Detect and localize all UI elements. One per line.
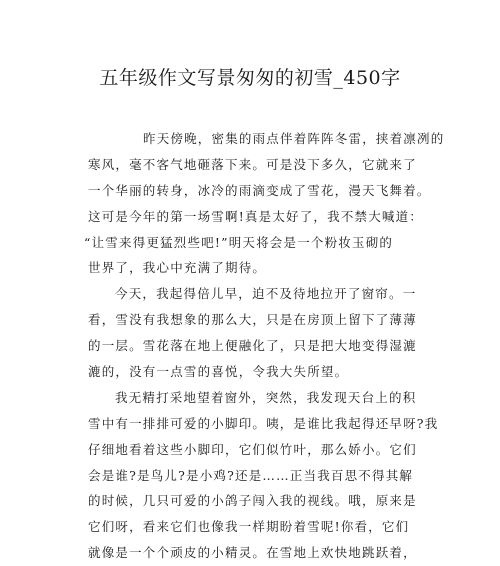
text-line: 昨天傍晚，密集的雨点伴着阵阵冬雷，挟着凛冽的 bbox=[143, 131, 445, 146]
text-line: 寒风，毫不客气地砸落下来。可是没下多久，它就来了 bbox=[88, 156, 417, 172]
text-line: 它们呀，看来它们也像我一样期盼着雪呢!你看，它们 bbox=[88, 519, 410, 535]
text-line: 的一层。雪花落在地上便融化了，只是把大地变得湿漉 bbox=[88, 338, 417, 354]
text-line: 仔细地看着这些小脚印，它们似竹叶，那么娇小。它们 bbox=[88, 441, 417, 457]
article-title: 五年级作文写景匆匆的初雪_450字 bbox=[99, 67, 401, 89]
text-line: 世界了，我心中充满了期待。 bbox=[88, 260, 267, 276]
article-body bbox=[0, 126, 500, 566]
text-line: “让雪来得更猛烈些吧!”明天将会是一个粉妆玉砌的 bbox=[84, 234, 394, 250]
text-line: 一个华丽的转身，冰冷的雨滴变成了雪花，漫天飞舞着。 bbox=[88, 182, 431, 198]
text-line: 雪中有一排排可爱的小脚印。咦，是谁比我起得还早呀?我 bbox=[88, 415, 439, 431]
text-line: 会是谁?是鸟儿?是小鸡?还是……正当我百思不得其解 bbox=[88, 467, 414, 483]
text-line: 漉的，没有一点雪的喜悦，令我大失所望。 bbox=[88, 364, 349, 380]
text-line: 的时候，几只可爱的小鸽子闯入我的视线。哦，原来是 bbox=[88, 493, 417, 509]
text-line: 今天，我起得倍儿早，迫不及待地拉开了窗帘。一 bbox=[115, 286, 417, 302]
text-line: 就像是一个个顽皮的小精灵。在雪地上欢快地跳跃着， bbox=[88, 545, 417, 561]
text-line: 看，雪没有我想象的那么大，只是在房顶上留下了薄薄 bbox=[88, 312, 417, 328]
text-line: 这可是今年的第一场雪啊!真是太好了，我不禁大喊道： bbox=[88, 208, 424, 224]
text-line: 我无精打采地望着窗外，突然，我发现天台上的积 bbox=[115, 389, 417, 405]
